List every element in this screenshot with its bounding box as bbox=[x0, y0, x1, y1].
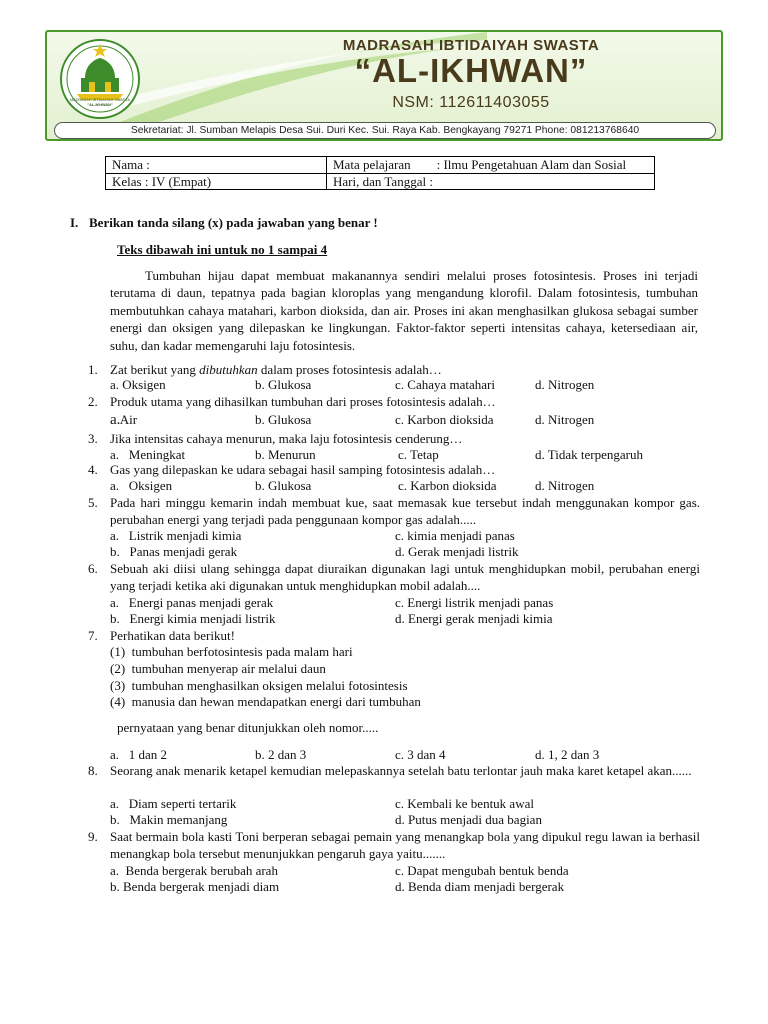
option-b[interactable]: b. Makin memanjang bbox=[110, 812, 228, 827]
question-8-options-row2 bbox=[110, 812, 710, 828]
question-number: 1. bbox=[88, 362, 98, 377]
question-emphasis: dibutuhkan bbox=[199, 362, 258, 377]
option-b[interactable]: b. Glukosa bbox=[255, 478, 312, 493]
option-d[interactable]: d. Nitrogen bbox=[535, 377, 595, 392]
option-d[interactable]: d. Nitrogen bbox=[535, 412, 595, 427]
option-c[interactable]: c. 3 dan 4 bbox=[395, 747, 446, 762]
option-b[interactable]: b. Glukosa bbox=[255, 377, 312, 392]
question-text-end: dalam proses fotosintesis adalah… bbox=[257, 362, 442, 377]
option-a[interactable]: a. Listrik menjadi kimia bbox=[110, 528, 242, 543]
logo-caption-bottom: "AL-IKHWAN" bbox=[87, 102, 113, 107]
option-b[interactable]: b. Energi kimia menjadi listrik bbox=[110, 611, 276, 626]
logo-caption-top: MADRASAH IBTIDAIYAH SWASTA bbox=[69, 98, 131, 102]
section-instruction bbox=[70, 215, 378, 231]
question-3-options bbox=[110, 447, 710, 463]
option-a[interactable]: a. Meningkat bbox=[110, 447, 186, 462]
question-text: Sebuah aki diisi ulang sehingga dapat diuraikan digunakan lagi untuk menghidupkan mobil, perubahan energi yang terjadi ketika aki digunakan untuk menghidupkan mobil adalah.... bbox=[110, 561, 700, 593]
option-a[interactable]: a. Energi panas menjadi gerak bbox=[110, 595, 274, 610]
option-c[interactable]: c. kimia menjadi panas bbox=[395, 528, 515, 543]
option-b[interactable]: b. Menurun bbox=[255, 447, 316, 462]
statement-3: (3) tumbuhan menghasilkan oksigen melalui fotosintesis bbox=[110, 678, 408, 693]
reading-passage-text: Tumbuhan hijau dapat membuat makanannya sendiri melalui proses fotosintesis. Proses ini terjadi terutama di daun, tepatnya pada bagian kloroplas yang mengandung klorofil. Dalam fotosintesis, tumbuhan membutuhkan cahaya matahari, karbon dioksida, dan air. Proses ini akan menghasilkan glukosa sebagai sumber energi dan oksigen yang dilepaskan ke lingkungan. Faktor-faktor seperti intensitas cahaya, ketersediaan air, suhu, dan kadar memengaruhi laju fotosintesis. bbox=[110, 268, 698, 353]
option-d[interactable]: d. Energi gerak menjadi kimia bbox=[395, 611, 553, 626]
option-b[interactable]: b. 2 dan 3 bbox=[255, 747, 307, 762]
section-number: I. bbox=[70, 215, 79, 230]
question-text: Jika intensitas cahaya menurun, maka laju fotosintesis cenderung… bbox=[110, 431, 463, 446]
question-9 bbox=[88, 829, 700, 862]
question-text: Saat bermain bola kasti Toni berperan sebagai pemain yang menangkap bola yang dipukul regu lawan ia berhasil menangkap bola tersebut menunjukkan pengaruh gaya yaitu....... bbox=[110, 829, 700, 861]
question-5 bbox=[88, 495, 700, 528]
question-3 bbox=[88, 431, 700, 448]
statement-4: (4) manusia dan hewan mendapatkan energi dari tumbuhan bbox=[110, 694, 421, 709]
option-d[interactable]: d. 1, 2 dan 3 bbox=[535, 747, 600, 762]
option-a[interactable]: a. Oksigen bbox=[110, 478, 173, 493]
option-b[interactable]: b. Benda bergerak menjadi diam bbox=[110, 879, 280, 894]
option-d[interactable]: d. Tidak terpengaruh bbox=[535, 447, 643, 462]
option-d[interactable]: d. Nitrogen bbox=[535, 478, 595, 493]
question-number: 6. bbox=[88, 561, 98, 576]
section-instruction-text: Berikan tanda silang (x) pada jawaban yang benar ! bbox=[89, 215, 378, 230]
option-a[interactable]: a. Benda bergerak berubah arah bbox=[110, 863, 278, 878]
question-4-options bbox=[110, 478, 710, 494]
option-c[interactable]: c. Dapat mengubah bentuk benda bbox=[395, 863, 569, 878]
class-field: Kelas : IV (Empat) bbox=[106, 173, 327, 190]
statement-1: (1) tumbuhan berfotosintesis pada malam hari bbox=[110, 644, 353, 659]
question-number: 7. bbox=[88, 628, 98, 643]
school-nsm: NSM: 112611403055 bbox=[392, 94, 550, 111]
subject-value: : Ilmu Pengetahuan Alam dan Sosial bbox=[436, 157, 627, 173]
question-8-options-row1 bbox=[110, 796, 710, 812]
question-6 bbox=[88, 561, 700, 594]
question-7-followup: pernyataan yang benar ditunjukkan oleh nomor..... bbox=[117, 720, 379, 735]
option-c[interactable]: c. Karbon dioksida bbox=[398, 478, 497, 493]
question-9-options-row2 bbox=[110, 879, 710, 895]
question-text: Perhatikan data berikut! bbox=[110, 628, 235, 643]
question-text: Pada hari minggu kemarin indah membuat kue, saat memasak kue tersebut indah menggunakan kompor gas. perubahan energi yang terjadi pada penggunaan kompor gas adalah..... bbox=[110, 495, 700, 527]
subject-cell bbox=[327, 157, 655, 174]
option-a-text: Air bbox=[119, 412, 138, 427]
option-c[interactable]: c. Cahaya matahari bbox=[395, 377, 495, 392]
question-number: 4. bbox=[88, 462, 98, 477]
date-field[interactable]: Hari, dan Tanggal : bbox=[327, 173, 655, 190]
reading-passage bbox=[110, 267, 698, 354]
passage-subheading: Teks dibawah ini untuk no 1 sampai 4 bbox=[117, 242, 328, 257]
question-5-options-row2 bbox=[110, 544, 710, 560]
school-name-title: “AL-IKHWAN” bbox=[354, 52, 588, 89]
question-text: Seorang anak menarik ketapel kemudian melepaskannya setelah batu terlontar jauh maka karet ketapel akan...... bbox=[110, 763, 692, 778]
question-9-options-row1 bbox=[110, 863, 710, 879]
question-number: 9. bbox=[88, 829, 98, 844]
question-number: 5. bbox=[88, 495, 98, 510]
school-address: Sekretariat: Jl. Sumban Melapis Desa Sui. Duri Kec. Sui. Raya Kab. Bengkayang 79271 Phone: 081213768640 bbox=[54, 122, 716, 139]
name-field[interactable]: Nama : bbox=[106, 157, 327, 174]
question-number: 8. bbox=[88, 763, 98, 778]
question-2-options bbox=[110, 412, 710, 428]
question-6-options-row2 bbox=[110, 611, 710, 627]
option-c[interactable]: c. Tetap bbox=[398, 447, 439, 462]
question-number: 2. bbox=[88, 394, 98, 409]
option-a[interactable]: a. 1 dan 2 bbox=[110, 747, 168, 762]
option-a[interactable]: a. Diam seperti tertarik bbox=[110, 796, 237, 811]
question-number: 3. bbox=[88, 431, 98, 446]
option-a[interactable]: a. Oksigen bbox=[110, 377, 166, 392]
option-b[interactable]: b. Glukosa bbox=[255, 412, 312, 427]
question-7-options bbox=[110, 747, 710, 763]
question-8 bbox=[88, 763, 700, 780]
option-a[interactable] bbox=[110, 412, 138, 428]
option-c[interactable]: c. Karbon dioksida bbox=[395, 412, 494, 427]
question-1-options bbox=[110, 377, 710, 393]
question-text: Gas yang dilepaskan ke udara sebagai hasil samping fotosintesis adalah… bbox=[110, 462, 496, 477]
option-d[interactable]: d. Gerak menjadi listrik bbox=[395, 544, 519, 559]
question-7 bbox=[88, 628, 700, 645]
option-c[interactable]: c. Kembali ke bentuk awal bbox=[395, 796, 534, 811]
question-text: Produk utama yang dihasilkan tumbuhan dari proses fotosintesis adalah… bbox=[110, 394, 496, 409]
question-6-options-row1 bbox=[110, 595, 710, 611]
option-d[interactable]: d. Putus menjadi dua bagian bbox=[395, 812, 542, 827]
question-5-options-row1 bbox=[110, 528, 710, 544]
question-4 bbox=[88, 462, 700, 479]
option-b[interactable]: b. Panas menjadi gerak bbox=[110, 544, 238, 559]
student-info-table bbox=[105, 156, 655, 190]
statement-2: (2) tumbuhan menyerap air melalui daun bbox=[110, 661, 326, 676]
question-2 bbox=[88, 394, 700, 411]
school-type-title: MADRASAH IBTIDAIYAH SWASTA bbox=[342, 37, 600, 54]
school-header-banner bbox=[45, 30, 723, 141]
question-text: Zat berikut yang bbox=[110, 362, 200, 377]
subject-label: Mata pelajaran bbox=[333, 157, 411, 173]
option-a-letter: a. bbox=[110, 412, 121, 428]
option-c[interactable]: c. Energi listrik menjadi panas bbox=[395, 595, 554, 610]
option-d[interactable]: d. Benda diam menjadi bergerak bbox=[395, 879, 565, 894]
